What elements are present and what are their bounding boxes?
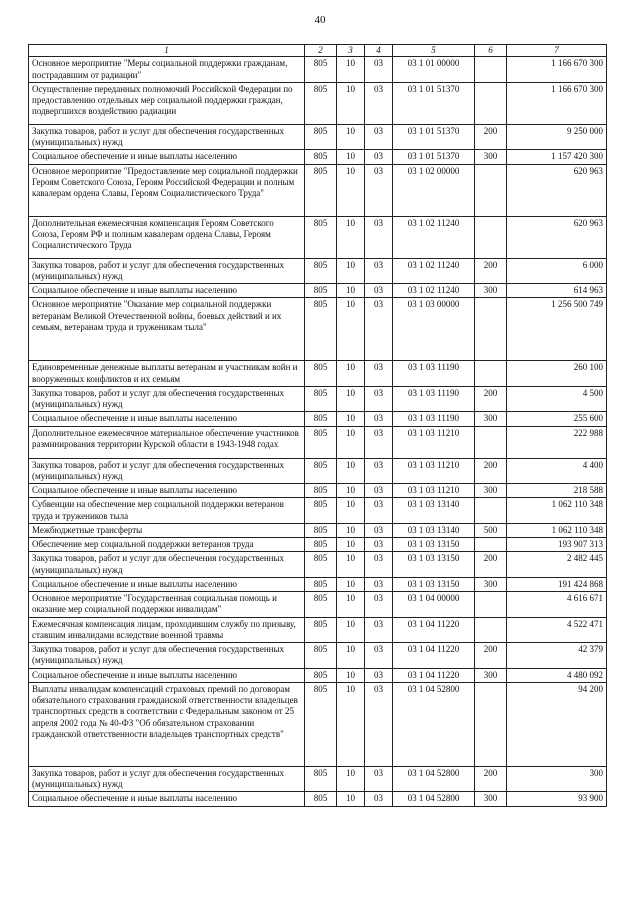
- row-name: Социальное обеспечение и иные выплаты населению: [29, 484, 305, 498]
- row-ministry: 805: [305, 57, 337, 83]
- row-ministry: 805: [305, 792, 337, 806]
- table-row: [29, 643, 607, 669]
- col-header-7: 7: [507, 45, 607, 57]
- row-expense-type: 200: [475, 766, 507, 792]
- row-expense-type: 300: [475, 792, 507, 806]
- row-ministry: 805: [305, 298, 337, 361]
- row-subsection: 03: [365, 498, 393, 524]
- row-subsection: 03: [365, 643, 393, 669]
- row-expense-type: [475, 498, 507, 524]
- row-amount: 620 963: [507, 216, 607, 258]
- row-subsection: 03: [365, 682, 393, 766]
- row-ministry: 805: [305, 577, 337, 591]
- row-name: Социальное обеспечение и иные выплаты населению: [29, 150, 305, 164]
- row-amount: 1 256 500 749: [507, 298, 607, 361]
- row-ministry: 805: [305, 484, 337, 498]
- row-section: 10: [337, 577, 365, 591]
- row-ministry: 805: [305, 538, 337, 552]
- row-subsection: 03: [365, 386, 393, 412]
- row-target-article: 03 1 03 11190: [393, 386, 475, 412]
- row-target-article: 03 1 03 11210: [393, 484, 475, 498]
- row-ministry: 805: [305, 124, 337, 150]
- row-amount: 614 963: [507, 284, 607, 298]
- row-expense-type: 300: [475, 150, 507, 164]
- row-target-article: 03 1 04 52800: [393, 682, 475, 766]
- row-expense-type: 200: [475, 258, 507, 284]
- row-ministry: 805: [305, 643, 337, 669]
- row-name: Межбюджетные трансферты: [29, 523, 305, 537]
- col-header-5: 5: [393, 45, 475, 57]
- table-row: [29, 498, 607, 524]
- row-ministry: 805: [305, 766, 337, 792]
- row-section: 10: [337, 426, 365, 458]
- row-subsection: 03: [365, 258, 393, 284]
- row-ministry: 805: [305, 412, 337, 426]
- row-target-article: 03 1 04 52800: [393, 792, 475, 806]
- row-expense-type: 200: [475, 643, 507, 669]
- row-subsection: 03: [365, 484, 393, 498]
- row-target-article: 03 1 03 13150: [393, 577, 475, 591]
- row-amount: 9 250 000: [507, 124, 607, 150]
- row-section: 10: [337, 523, 365, 537]
- row-name: Выплаты инвалидам компенсаций страховых премий по договорам обязательного страхования гражданской ответственности владельцев транспортных средств в соответствии с Федеральным законом от 25 апреля 2002 года № 40-ФЗ "Об обязательном страховании гражданской ответственности владельцев транспортных средств": [29, 682, 305, 766]
- table-row: [29, 57, 607, 83]
- row-name: Социальное обеспечение и иные выплаты населению: [29, 412, 305, 426]
- table-row: [29, 298, 607, 361]
- row-expense-type: 200: [475, 124, 507, 150]
- row-amount: 260 100: [507, 361, 607, 387]
- row-name: Закупка товаров, работ и услуг для обеспечения государственных (муниципальных) нужд: [29, 458, 305, 484]
- row-expense-type: 200: [475, 386, 507, 412]
- row-section: 10: [337, 538, 365, 552]
- row-expense-type: 200: [475, 552, 507, 578]
- row-subsection: 03: [365, 523, 393, 537]
- row-subsection: 03: [365, 552, 393, 578]
- row-target-article: 03 1 03 11190: [393, 361, 475, 387]
- row-expense-type: [475, 361, 507, 387]
- row-target-article: 03 1 04 00000: [393, 592, 475, 618]
- table-row: [29, 668, 607, 682]
- row-amount: 6 000: [507, 258, 607, 284]
- row-expense-type: 300: [475, 668, 507, 682]
- row-ministry: 805: [305, 592, 337, 618]
- row-subsection: 03: [365, 426, 393, 458]
- row-section: 10: [337, 682, 365, 766]
- col-header-1: 1: [29, 45, 305, 57]
- row-amount: 4 500: [507, 386, 607, 412]
- row-target-article: 03 1 03 11190: [393, 412, 475, 426]
- row-section: 10: [337, 164, 365, 216]
- row-section: 10: [337, 150, 365, 164]
- table-row: [29, 458, 607, 484]
- row-amount: 4 400: [507, 458, 607, 484]
- row-section: 10: [337, 216, 365, 258]
- table-row: [29, 592, 607, 618]
- row-section: 10: [337, 458, 365, 484]
- table-row: [29, 792, 607, 806]
- table-row: [29, 124, 607, 150]
- row-amount: 300: [507, 766, 607, 792]
- row-ministry: 805: [305, 523, 337, 537]
- row-name: Дополнительная ежемесячная компенсация Героям Советского Союза, Героям РФ и полным кавалерам ордена Славы, Героям Социалистического Труда: [29, 216, 305, 258]
- row-amount: 1 062 110 348: [507, 523, 607, 537]
- row-amount: 222 988: [507, 426, 607, 458]
- row-section: 10: [337, 386, 365, 412]
- table-row: [29, 412, 607, 426]
- row-name: Осуществление переданных полномочий Российской Федерации по предоставлению отдельных мер социальной поддержки граждан, подвергшихся воздействию радиации: [29, 82, 305, 124]
- col-header-4: 4: [365, 45, 393, 57]
- row-target-article: 03 1 01 51370: [393, 82, 475, 124]
- row-subsection: 03: [365, 792, 393, 806]
- table-row: [29, 386, 607, 412]
- row-expense-type: 200: [475, 458, 507, 484]
- row-subsection: 03: [365, 668, 393, 682]
- row-subsection: 03: [365, 458, 393, 484]
- table-row: [29, 484, 607, 498]
- row-target-article: 03 1 02 11240: [393, 258, 475, 284]
- row-expense-type: 300: [475, 412, 507, 426]
- row-ministry: 805: [305, 164, 337, 216]
- table-row: [29, 216, 607, 258]
- row-section: 10: [337, 498, 365, 524]
- row-target-article: 03 1 04 11220: [393, 668, 475, 682]
- row-name: Закупка товаров, работ и услуг для обеспечения государственных (муниципальных) нужд: [29, 386, 305, 412]
- table-row: [29, 538, 607, 552]
- row-ministry: 805: [305, 682, 337, 766]
- row-amount: 4 480 092: [507, 668, 607, 682]
- row-name: Закупка товаров, работ и услуг для обеспечения государственных (муниципальных) нужд: [29, 766, 305, 792]
- row-subsection: 03: [365, 150, 393, 164]
- row-amount: 4 616 671: [507, 592, 607, 618]
- row-subsection: 03: [365, 412, 393, 426]
- row-amount: 93 900: [507, 792, 607, 806]
- row-section: 10: [337, 82, 365, 124]
- row-ministry: 805: [305, 386, 337, 412]
- row-expense-type: [475, 216, 507, 258]
- row-subsection: 03: [365, 216, 393, 258]
- row-section: 10: [337, 298, 365, 361]
- col-header-6: 6: [475, 45, 507, 57]
- row-name: Социальное обеспечение и иные выплаты населению: [29, 284, 305, 298]
- row-expense-type: [475, 298, 507, 361]
- row-expense-type: 300: [475, 577, 507, 591]
- row-target-article: 03 1 04 52800: [393, 766, 475, 792]
- row-target-article: 03 1 02 11240: [393, 216, 475, 258]
- row-expense-type: [475, 426, 507, 458]
- row-name: Дополнительное ежемесячное материальное обеспечение участников разминирования территории Курской области в 1943-1948 годах: [29, 426, 305, 458]
- row-amount: 218 588: [507, 484, 607, 498]
- row-name: Основное мероприятие "Государственная социальная помощь и оказание мер социальной поддержки инвалидам": [29, 592, 305, 618]
- row-ministry: 805: [305, 258, 337, 284]
- row-target-article: 03 1 01 00000: [393, 57, 475, 83]
- row-name: Обеспечение мер социальной поддержки ветеранов труда: [29, 538, 305, 552]
- row-subsection: 03: [365, 361, 393, 387]
- row-subsection: 03: [365, 617, 393, 643]
- row-section: 10: [337, 484, 365, 498]
- header-row: [29, 45, 607, 57]
- table-row: [29, 164, 607, 216]
- row-name: Социальное обеспечение и иные выплаты населению: [29, 577, 305, 591]
- table-row: [29, 577, 607, 591]
- row-subsection: 03: [365, 284, 393, 298]
- table-row: [29, 361, 607, 387]
- row-ministry: 805: [305, 82, 337, 124]
- row-section: 10: [337, 412, 365, 426]
- row-amount: 620 963: [507, 164, 607, 216]
- row-name: Социальное обеспечение и иные выплаты населению: [29, 668, 305, 682]
- row-target-article: 03 1 04 11220: [393, 643, 475, 669]
- row-section: 10: [337, 766, 365, 792]
- row-section: 10: [337, 643, 365, 669]
- row-amount: 255 600: [507, 412, 607, 426]
- row-expense-type: [475, 82, 507, 124]
- row-section: 10: [337, 617, 365, 643]
- row-target-article: 03 1 02 11240: [393, 284, 475, 298]
- table-row: [29, 258, 607, 284]
- row-subsection: 03: [365, 766, 393, 792]
- row-amount: 1 166 670 300: [507, 57, 607, 83]
- row-amount: 4 522 471: [507, 617, 607, 643]
- row-target-article: 03 1 03 13140: [393, 523, 475, 537]
- row-amount: 1 166 670 300: [507, 82, 607, 124]
- row-name: Ежемесячная компенсация лицам, проходившим службу по призыву, ставшим инвалидами вследствие военной травмы: [29, 617, 305, 643]
- row-subsection: 03: [365, 538, 393, 552]
- row-expense-type: 500: [475, 523, 507, 537]
- row-amount: 193 907 313: [507, 538, 607, 552]
- row-subsection: 03: [365, 577, 393, 591]
- col-header-3: 3: [337, 45, 365, 57]
- row-expense-type: 300: [475, 484, 507, 498]
- row-target-article: 03 1 04 11220: [393, 617, 475, 643]
- row-ministry: 805: [305, 552, 337, 578]
- table-row: [29, 617, 607, 643]
- row-ministry: 805: [305, 284, 337, 298]
- row-name: Основное мероприятие "Оказание мер социальной поддержки ветеранам Великой Отечественной войны, боевых действий и их семьям, ветеранам труда и труженикам тыла": [29, 298, 305, 361]
- budget-table: [28, 44, 607, 807]
- row-section: 10: [337, 57, 365, 83]
- row-expense-type: 300: [475, 284, 507, 298]
- row-subsection: 03: [365, 164, 393, 216]
- row-ministry: 805: [305, 361, 337, 387]
- row-target-article: 03 1 03 11210: [393, 426, 475, 458]
- row-subsection: 03: [365, 592, 393, 618]
- row-name: Социальное обеспечение и иные выплаты населению: [29, 792, 305, 806]
- row-target-article: 03 1 03 11210: [393, 458, 475, 484]
- row-subsection: 03: [365, 82, 393, 124]
- row-expense-type: [475, 592, 507, 618]
- row-target-article: 03 1 03 13140: [393, 498, 475, 524]
- row-ministry: 805: [305, 150, 337, 164]
- row-section: 10: [337, 552, 365, 578]
- page-number: 40: [314, 14, 326, 26]
- row-ministry: 805: [305, 617, 337, 643]
- row-amount: 1 062 110 348: [507, 498, 607, 524]
- table-row: [29, 150, 607, 164]
- row-section: 10: [337, 258, 365, 284]
- row-section: 10: [337, 592, 365, 618]
- row-target-article: 03 1 03 00000: [393, 298, 475, 361]
- row-target-article: 03 1 01 51370: [393, 150, 475, 164]
- row-expense-type: [475, 617, 507, 643]
- row-ministry: 805: [305, 458, 337, 484]
- col-header-2: 2: [305, 45, 337, 57]
- row-ministry: 805: [305, 216, 337, 258]
- table-row: [29, 284, 607, 298]
- row-section: 10: [337, 668, 365, 682]
- row-name: Основное мероприятие "Предоставление мер социальной поддержки Героям Советского Союза, Героям Российской Федерации и полным кавалерам ордена Славы, Героям Социалистического Труда": [29, 164, 305, 216]
- row-amount: 191 424 868: [507, 577, 607, 591]
- table-row: [29, 552, 607, 578]
- row-ministry: 805: [305, 498, 337, 524]
- row-target-article: 03 1 02 00000: [393, 164, 475, 216]
- table-row: [29, 682, 607, 766]
- row-expense-type: [475, 682, 507, 766]
- row-name: Основное мероприятие "Меры социальной поддержки гражданам, пострадавшим от радиации": [29, 57, 305, 83]
- row-target-article: 03 1 01 51370: [393, 124, 475, 150]
- row-subsection: 03: [365, 298, 393, 361]
- row-target-article: 03 1 03 13150: [393, 552, 475, 578]
- row-target-article: 03 1 03 13150: [393, 538, 475, 552]
- row-amount: 94 200: [507, 682, 607, 766]
- row-expense-type: [475, 164, 507, 216]
- table-row: [29, 766, 607, 792]
- row-name: Закупка товаров, работ и услуг для обеспечения государственных (муниципальных) нужд: [29, 258, 305, 284]
- row-ministry: 805: [305, 668, 337, 682]
- row-name: Закупка товаров, работ и услуг для обеспечения государственных (муниципальных) нужд: [29, 124, 305, 150]
- row-expense-type: [475, 538, 507, 552]
- row-name: Закупка товаров, работ и услуг для обеспечения государственных (муниципальных) нужд: [29, 552, 305, 578]
- table-row: [29, 82, 607, 124]
- row-ministry: 805: [305, 426, 337, 458]
- table-row: [29, 523, 607, 537]
- row-section: 10: [337, 284, 365, 298]
- row-expense-type: [475, 57, 507, 83]
- row-amount: 2 482 445: [507, 552, 607, 578]
- row-subsection: 03: [365, 124, 393, 150]
- row-subsection: 03: [365, 57, 393, 83]
- row-section: 10: [337, 792, 365, 806]
- row-name: Закупка товаров, работ и услуг для обеспечения государственных (муниципальных) нужд: [29, 643, 305, 669]
- row-section: 10: [337, 124, 365, 150]
- row-name: Единовременные денежные выплаты ветеранам и участникам войн и вооруженных конфликтов и их семьям: [29, 361, 305, 387]
- table-row: [29, 426, 607, 458]
- row-amount: 42 379: [507, 643, 607, 669]
- row-section: 10: [337, 361, 365, 387]
- row-name: Субвенции на обеспечение мер социальной поддержки ветеранов труда и тружеников тыла: [29, 498, 305, 524]
- row-amount: 1 157 420 300: [507, 150, 607, 164]
